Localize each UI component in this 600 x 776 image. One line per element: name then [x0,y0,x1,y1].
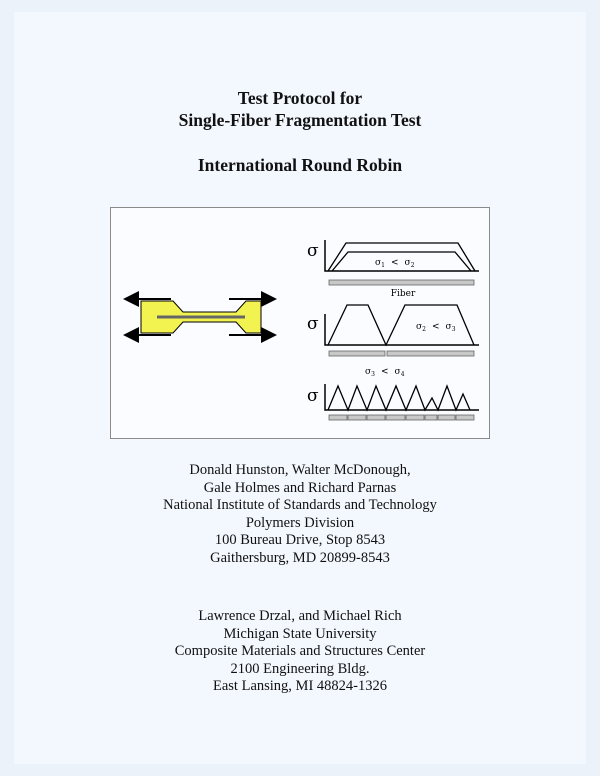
inequality-1-left: σ [375,258,382,268]
inequality-3-lt: < [380,367,389,377]
fragment-bar [329,415,347,420]
inequality-1-lt: < [390,258,399,268]
address-line: 100 Bureau Drive, Stop 8543 [214,532,386,549]
fragment-bar [386,415,405,420]
fragment-bar [348,415,366,420]
authors-block-nist [0,462,600,568]
inequality-1-left-sub: 1 [381,262,385,269]
title-line-2: Single-Fiber Fragmentation Test [178,110,422,130]
title-line-1: Test Protocol for [237,88,363,108]
affiliation-line: Michigan State University [223,625,377,642]
author-line: Gale Holmes and Richard Parnas [203,479,397,496]
sigma-label-2: σ [307,314,319,334]
figure-svg [111,208,489,438]
inequality-3-right-sub: 4 [400,371,405,378]
stress-profile-inner-1 [332,252,471,271]
inequality-2-right: σ [445,322,452,332]
inequality-2-left-sub: 2 [422,326,426,333]
fragment-bar [456,415,474,420]
fiber-bar-2a [329,351,385,356]
inequality-1 [375,258,415,269]
stress-profile-outer-1 [328,243,475,271]
stress-profile-2 [328,305,474,345]
subtitle: International Round Robin [197,155,403,175]
fragment-bar [438,415,455,420]
fragment-bar [425,415,437,420]
fiber-bar-1 [329,280,474,285]
stress-profile-3 [328,386,470,410]
fragment-bar [367,415,385,420]
authors-block-msu [0,608,600,696]
inequality-2-right-sub: 3 [451,326,456,333]
affiliation-line: Composite Materials and Structures Center [174,643,426,660]
affiliation-line: National Institute of Standards and Technology [163,497,437,514]
sigma-label-3: σ [307,386,319,406]
address-line: Gaithersburg, MD 20899-8543 [210,549,390,566]
inequality-3-left-sub: 3 [371,371,375,378]
address-line: East Lansing, MI 48824-1326 [213,678,387,695]
stress-axis-1 [325,240,479,271]
fragment-bar [406,415,424,420]
inequality-2 [416,322,456,333]
stress-axis-2 [325,314,479,345]
inequality-3 [365,367,405,378]
affiliation-line: Polymers Division [245,514,355,531]
inequality-1-right-sub: 2 [410,262,415,269]
inequality-3-right: σ [394,367,401,377]
sigma-label-1: σ [307,241,319,261]
inequality-3-left: σ [365,367,372,377]
author-line: Lawrence Drzal, and Michael Rich [198,608,402,624]
address-line: 2100 Engineering Bldg. [230,660,370,677]
inequality-2-lt: < [431,322,440,332]
fiber-label: Fiber [390,289,416,299]
fragment-bars [329,415,474,420]
fragmentation-figure [110,207,490,439]
fiber-bar-2b [387,351,474,356]
stress-axis-3 [325,384,479,410]
author-line: Donald Hunston, Walter McDonough, [189,462,411,478]
inequality-1-right: σ [404,258,411,268]
inequality-2-left: σ [416,322,423,332]
